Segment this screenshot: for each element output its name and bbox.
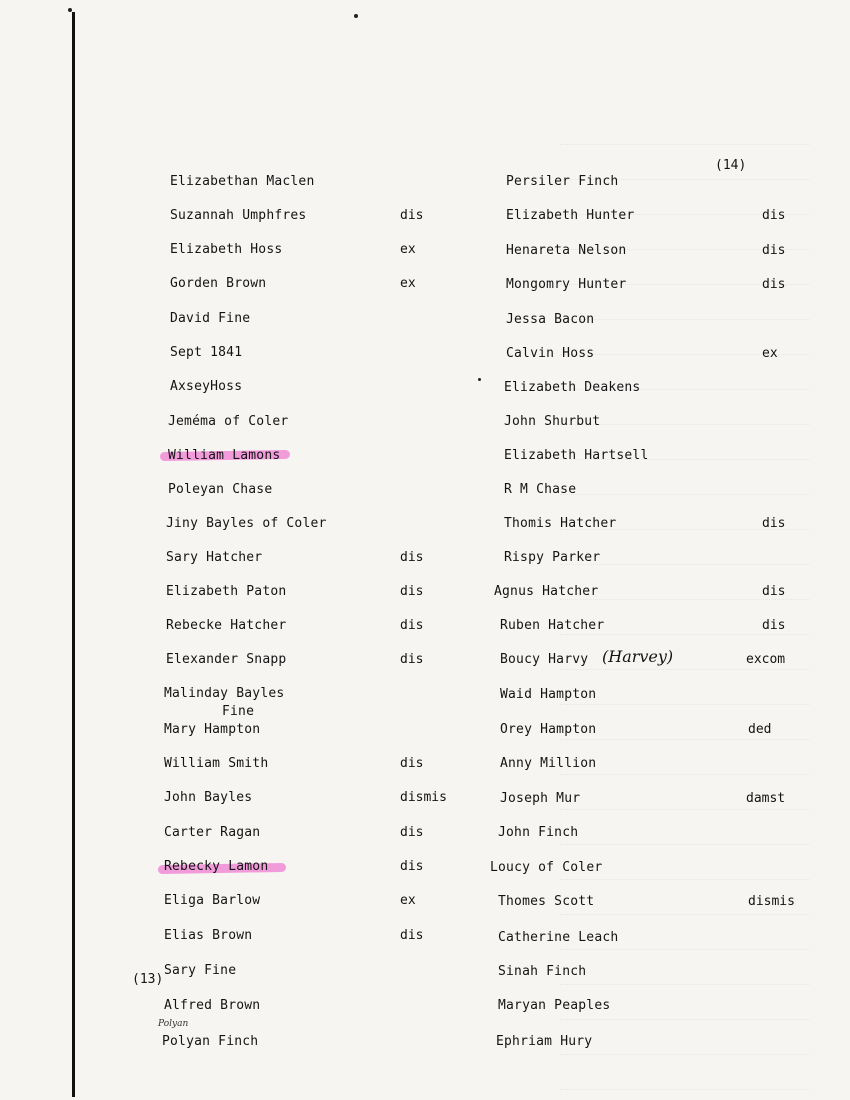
left-entry-name: Elizabethan Maclen (170, 174, 315, 189)
left-entry-name: Jiny Bayles of Coler (166, 516, 327, 531)
left-entry-name: Sary Hatcher (166, 550, 263, 565)
right-entry-status: dismis (748, 894, 795, 909)
left-entry-status: dismis (400, 790, 447, 805)
right-entry-name: Orey Hampton (500, 722, 597, 737)
right-entry-status: ex (762, 346, 778, 361)
right-entry-status: dis (762, 208, 786, 223)
right-entry-status: ded (748, 722, 772, 737)
left-entry-name: AxseyHoss (170, 379, 243, 394)
right-entry-name: Boucy Harvy (500, 652, 589, 667)
right-entry-name: Mongomry Hunter (506, 277, 627, 292)
left-entry-name: Rebecke Hatcher (166, 618, 287, 633)
right-entry-name: Waid Hampton (500, 687, 597, 702)
right-entry-name: Elizabeth Hunter (506, 208, 635, 223)
right-entry-name: Agnus Hatcher (494, 584, 599, 599)
right-entry-name: Catherine Leach (498, 930, 619, 945)
left-entry-status: dis (400, 756, 424, 771)
left-entry-status: ex (400, 242, 416, 257)
right-entry-status: dis (762, 584, 786, 599)
left-entry-name: William Lamons (168, 448, 281, 463)
right-entry-status: dis (762, 516, 786, 531)
right-entry-name: Jessa Bacon (506, 312, 595, 327)
ink-speck (478, 378, 481, 381)
right-entry-status: damst (746, 791, 786, 806)
left-entry-name: Gorden Brown (170, 276, 267, 291)
right-entry-name: Elizabeth Deakens (504, 380, 641, 395)
right-entry-name: John Finch (498, 825, 579, 840)
left-entry-status: dis (400, 825, 424, 840)
right-entry-name: Maryan Peaples (498, 998, 611, 1013)
handwritten-harvey: (Harvey) (602, 647, 674, 666)
right-entry-name: Persiler Finch (506, 174, 619, 189)
right-entry-name: Thomes Scott (498, 894, 595, 909)
left-entry-status: dis (400, 550, 424, 565)
right-entry-name: Sinah Finch (498, 964, 587, 979)
left-entry-name: John Bayles (164, 790, 253, 805)
right-entry-name: Calvin Hoss (506, 346, 595, 361)
left-entry-name: Elizabeth Paton (166, 584, 287, 599)
right-entry-name: John Shurbut (504, 414, 601, 429)
left-entry-name: Eliga Barlow (164, 893, 261, 908)
right-entry-status: excom (746, 652, 786, 667)
fine-annotation: Fine (222, 704, 255, 719)
left-entry-name: Malinday Bayles (164, 686, 285, 701)
right-entry-name: Henareta Nelson (506, 243, 627, 258)
left-entry-status: dis (400, 208, 424, 223)
left-entry-name: Carter Ragan (164, 825, 261, 840)
left-entry-status: ex (400, 893, 416, 908)
left-entry-name: Rebecky Lamon (164, 859, 269, 874)
left-entry-name: Elexander Snapp (166, 652, 287, 667)
right-entry-name: Ruben Hatcher (500, 618, 605, 633)
right-entry-status: dis (762, 618, 786, 633)
left-entry-name: Polyan Finch (162, 1034, 259, 1049)
left-entry-status: ex (400, 276, 416, 291)
left-entry-name: Elias Brown (164, 928, 253, 943)
right-entry-name: Ephriam Hury (496, 1034, 593, 1049)
left-entry-status: dis (400, 928, 424, 943)
left-entry-name: Elizabeth Hoss (170, 242, 283, 257)
page-number-bottom: (13) (132, 972, 164, 987)
left-entry-name: Suzannah Umphfres (170, 208, 307, 223)
handwritten-margin-note: Polyan (158, 1019, 189, 1029)
left-entry-status: dis (400, 652, 424, 667)
left-entry-name: William Smith (164, 756, 269, 771)
left-entry-status: dis (400, 859, 424, 874)
left-entry-status: dis (400, 618, 424, 633)
left-entry-name: Alfred Brown (164, 998, 261, 1013)
margin-rule (72, 12, 75, 1097)
right-entry-name: Loucy of Coler (490, 860, 603, 875)
right-entry-status: dis (762, 243, 786, 258)
right-entry-name: Anny Million (500, 756, 597, 771)
left-entry-name: Sept 1841 (170, 345, 243, 360)
left-entry-status: dis (400, 584, 424, 599)
right-entry-status: dis (762, 277, 786, 292)
right-entry-name: Rispy Parker (504, 550, 601, 565)
right-entry-name: Joseph Mur (500, 791, 581, 806)
ink-speck (354, 14, 358, 18)
left-entry-name: Jeméma of Coler (168, 414, 289, 429)
page-number-top: (14) (715, 158, 747, 173)
left-entry-name: David Fine (170, 311, 251, 326)
left-entry-name: Sary Fine (164, 963, 237, 978)
left-entry-name: Poleyan Chase (168, 482, 273, 497)
right-entry-name: Elizabeth Hartsell (504, 448, 649, 463)
ink-speck (68, 8, 72, 12)
left-entry-name: Mary Hampton (164, 722, 261, 737)
right-entry-name: Thomis Hatcher (504, 516, 617, 531)
right-entry-name: R M Chase (504, 482, 577, 497)
